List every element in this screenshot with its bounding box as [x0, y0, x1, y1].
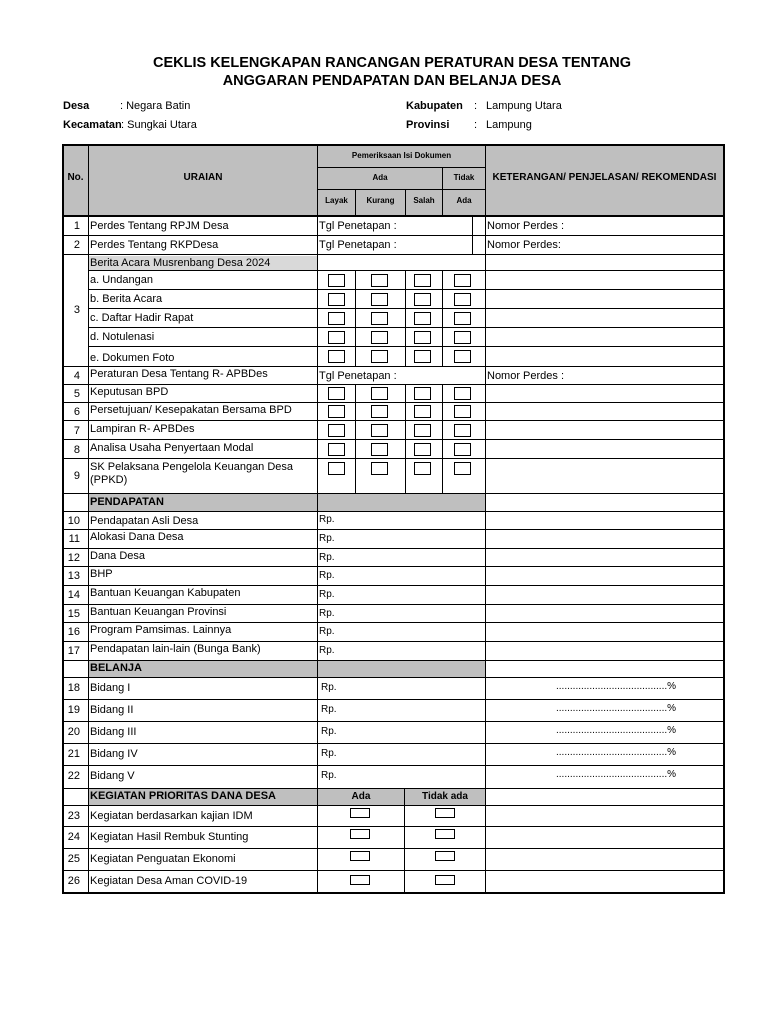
desa-label: Desa	[63, 100, 90, 112]
checkbox-tidak-ada[interactable]	[435, 829, 455, 839]
checkbox-tidak-ada[interactable]	[454, 293, 471, 306]
row-label: Dana Desa	[90, 550, 146, 562]
row-line	[62, 641, 724, 642]
header-pemeriksaan: Pemeriksaan Isi Dokumen	[351, 151, 452, 160]
row-line	[62, 548, 724, 549]
row-line	[62, 439, 724, 440]
checkbox-tidak-ada[interactable]	[454, 331, 471, 344]
row-line	[88, 308, 724, 309]
row-number: 25	[67, 853, 80, 865]
header-salah: Salah	[413, 196, 435, 205]
checkbox-salah[interactable]	[414, 350, 431, 363]
row-line	[62, 420, 724, 421]
header-tidak: Tidak	[453, 173, 475, 182]
page-title-line-2: ANGGARAN PENDAPATAN DAN BELANJA DESA	[222, 73, 562, 89]
header-ada: Ada	[372, 173, 388, 182]
checkbox-ada[interactable]	[350, 851, 370, 861]
checkbox-tidak-ada[interactable]	[454, 350, 471, 363]
header-kurang: Kurang	[366, 196, 395, 205]
kabupaten-colon: :	[474, 100, 478, 112]
border-right	[723, 144, 725, 894]
checkbox-tidak-ada[interactable]	[435, 808, 455, 818]
col-divider-no	[88, 216, 89, 893]
row-number: 8	[73, 444, 80, 456]
row-label: Pendapatan lain-lain (Bunga Bank)	[90, 643, 261, 655]
row-line	[62, 743, 724, 744]
row-number: 18	[67, 682, 80, 694]
header-bottom-border	[62, 215, 725, 217]
checkbox-tidak-ada[interactable]	[454, 443, 471, 456]
kabupaten-label: Kabupaten	[406, 100, 463, 112]
checkbox-kurang[interactable]	[371, 312, 388, 325]
rupiah-field[interactable]: Rp.	[321, 704, 337, 715]
col-layak-r3	[355, 270, 356, 366]
percentage-field[interactable]: ........................................%	[556, 747, 677, 758]
row-label: Bidang V	[90, 770, 135, 782]
sub-item-label: c. Daftar Hadir Rapat	[90, 312, 194, 324]
checkbox-layak[interactable]	[328, 424, 345, 437]
provinsi-colon: :	[474, 119, 478, 131]
percentage-field[interactable]: ........................................%	[556, 769, 677, 780]
kecamatan-label: Kecamatan	[63, 119, 122, 131]
checkbox-tidak-ada[interactable]	[454, 387, 471, 400]
rupiah-field[interactable]: Rp.	[319, 552, 335, 563]
border-top	[62, 144, 725, 146]
rupiah-field[interactable]: Rp.	[319, 570, 335, 581]
prioritas-heading: KEGIATAN PRIORITAS DANA DESA	[90, 790, 276, 802]
nomor-perdes-field[interactable]: Nomor Perdes :	[487, 370, 565, 382]
checkbox-kurang[interactable]	[371, 350, 388, 363]
checkbox-layak[interactable]	[328, 387, 345, 400]
checkbox-layak[interactable]	[328, 331, 345, 344]
row-line	[62, 566, 724, 567]
row-label: Kegiatan Penguatan Ekonomi	[90, 853, 236, 865]
row-line	[88, 327, 724, 328]
percentage-field[interactable]: ........................................%	[556, 703, 677, 714]
row-number: 12	[67, 552, 80, 564]
rupiah-field[interactable]: Rp.	[321, 770, 337, 781]
row-label-continued: (PPKD)	[90, 474, 128, 486]
nomor-perdes-field[interactable]: Nomor Perdes :	[487, 220, 565, 232]
row-number: 9	[73, 470, 80, 482]
sub-item-label: e. Dokumen Foto	[90, 352, 175, 364]
tgl-penetapan-field[interactable]: Tgl Penetapan :	[319, 220, 397, 232]
row-label: Kegiatan Desa Aman COVID-19	[90, 875, 248, 887]
checkbox-ada[interactable]	[350, 808, 370, 818]
row-line	[62, 826, 724, 827]
row-number: 7	[73, 425, 80, 437]
rupiah-field[interactable]: Rp.	[319, 589, 335, 600]
checkbox-layak[interactable]	[328, 405, 345, 418]
row-label: Kegiatan berdasarkan kajian IDM	[90, 810, 253, 822]
rupiah-field[interactable]: Rp.	[319, 514, 335, 525]
checkbox-kurang[interactable]	[371, 424, 388, 437]
row-label: Berita Acara Musrenbang Desa 2024	[90, 257, 271, 269]
rupiah-field[interactable]: Rp.	[319, 533, 335, 544]
kecamatan-value: : Sungkai Utara	[121, 119, 197, 131]
row-line	[88, 346, 724, 347]
row-label: Bidang IV	[90, 748, 138, 760]
row-line	[62, 805, 724, 806]
checkbox-layak[interactable]	[328, 274, 345, 287]
row-line	[62, 765, 724, 766]
checkbox-kurang[interactable]	[371, 462, 388, 475]
percentage-field[interactable]: ........................................%	[556, 725, 677, 736]
header-tidak-ada: Ada	[456, 196, 472, 205]
rupiah-field[interactable]: Rp.	[319, 608, 335, 619]
header-keterangan: KETERANGAN/ PENJELASAN/ REKOMENDASI	[492, 172, 717, 183]
prioritas-ada-header: Ada	[351, 791, 371, 802]
checkbox-tidak-ada[interactable]	[454, 462, 471, 475]
checkbox-kurang[interactable]	[371, 443, 388, 456]
row-line	[88, 270, 724, 271]
row-number: 5	[73, 388, 80, 400]
checkbox-kurang[interactable]	[371, 405, 388, 418]
checkbox-ada[interactable]	[350, 829, 370, 839]
row-line	[62, 622, 724, 623]
checkbox-salah[interactable]	[414, 443, 431, 456]
row-label: Lampiran R- APBDes	[90, 423, 195, 435]
row-line	[62, 660, 724, 661]
row-number: 13	[67, 570, 80, 582]
row-number: 15	[67, 608, 80, 620]
pendapatan-heading: PENDAPATAN	[90, 496, 164, 508]
row-number: 20	[67, 726, 80, 738]
rupiah-field[interactable]: Rp.	[321, 726, 337, 737]
row-number: 16	[67, 626, 80, 638]
row-line	[62, 721, 724, 722]
sub-item-label: d. Notulenasi	[90, 331, 155, 343]
checkbox-salah[interactable]	[414, 424, 431, 437]
checkbox-salah[interactable]	[414, 405, 431, 418]
belanja-heading-background	[89, 660, 486, 677]
header-line-pemeriksaan	[317, 167, 485, 168]
row-number: 19	[67, 704, 80, 716]
checkbox-salah[interactable]	[414, 274, 431, 287]
row-label: Kegiatan Hasil Rembuk Stunting	[90, 831, 249, 843]
checkbox-tidak-ada[interactable]	[435, 875, 455, 885]
row-line	[62, 788, 724, 789]
row-number: 24	[67, 831, 80, 843]
checkbox-tidak-ada[interactable]	[454, 424, 471, 437]
checkbox-salah[interactable]	[414, 462, 431, 475]
provinsi-value: Lampung	[486, 119, 532, 131]
col-kurang-r3	[405, 270, 406, 366]
row-label: BHP	[90, 568, 113, 580]
rupiah-field[interactable]: Rp.	[321, 748, 337, 759]
header-layak: Layak	[325, 196, 348, 205]
row-line	[62, 493, 724, 494]
row-line	[62, 384, 724, 385]
checkbox-layak[interactable]	[328, 350, 345, 363]
belanja-heading: BELANJA	[90, 662, 142, 674]
rupiah-field[interactable]: Rp.	[321, 682, 337, 693]
row-line	[62, 870, 724, 871]
row-line	[62, 254, 724, 255]
checkbox-kurang[interactable]	[371, 331, 388, 344]
row-number: 17	[67, 645, 80, 657]
row-number: 1	[73, 220, 80, 232]
col-prioritas	[404, 788, 405, 893]
row-number: 14	[67, 589, 80, 601]
checkbox-salah[interactable]	[414, 331, 431, 344]
checkbox-layak[interactable]	[328, 293, 345, 306]
desa-value: : Negara Batin	[120, 100, 191, 112]
kabupaten-value: Lampung Utara	[486, 100, 562, 112]
col-divider-keterangan	[485, 216, 486, 893]
checkbox-layak[interactable]	[328, 462, 345, 475]
row-number: 23	[67, 810, 80, 822]
row-label: SK Pelaksana Pengelola Keuangan Desa	[90, 461, 294, 473]
checkbox-layak[interactable]	[328, 443, 345, 456]
row-label: Bidang II	[90, 704, 134, 716]
row-line	[62, 585, 724, 586]
row-label: Alokasi Dana Desa	[90, 531, 184, 543]
provinsi-label: Provinsi	[406, 119, 450, 131]
row-line	[88, 289, 724, 290]
row-number: 10	[67, 515, 80, 527]
rupiah-field[interactable]: Rp.	[319, 626, 335, 637]
row-label: Bantuan Keuangan Provinsi	[90, 606, 227, 618]
checkbox-tidak-ada[interactable]	[454, 274, 471, 287]
row-number: 22	[67, 770, 80, 782]
checkbox-kurang[interactable]	[371, 293, 388, 306]
row-label: Keputusan BPD	[90, 386, 169, 398]
row-line	[62, 235, 724, 236]
tgl-penetapan-field[interactable]: Tgl Penetapan :	[319, 370, 397, 382]
rupiah-field[interactable]: Rp.	[319, 645, 335, 656]
header-uraian: URAIAN	[183, 172, 223, 183]
col-tidak-r3	[442, 270, 443, 366]
row-line	[62, 848, 724, 849]
row-number: 2	[73, 239, 80, 251]
row-line	[62, 604, 724, 605]
checkbox-tidak-ada[interactable]	[454, 312, 471, 325]
prioritas-tidak-ada-header: Tidak ada	[422, 791, 468, 802]
tgl-penetapan-field[interactable]: Tgl Penetapan :	[319, 239, 397, 251]
header-no: No.	[67, 172, 84, 183]
page-title-line-1: CEKLIS KELENGKAPAN RANCANGAN PERATURAN DESA TENTANG	[153, 55, 631, 71]
checkbox-salah[interactable]	[414, 312, 431, 325]
row-number: 4	[73, 370, 80, 382]
row-label: Bidang III	[90, 726, 137, 738]
row-label: Perdes Tentang RKPDesa	[90, 239, 219, 251]
row-number: 21	[67, 748, 80, 760]
checkbox-layak[interactable]	[328, 312, 345, 325]
row-line	[62, 366, 724, 367]
row-number: 26	[67, 875, 80, 887]
row-label: Program Pamsimas. Lainnya	[90, 624, 232, 636]
row-line	[62, 458, 724, 459]
header-line-ada	[317, 189, 485, 190]
row-label: Persetujuan/ Kesepakatan Bersama BPD	[90, 404, 292, 416]
checkbox-kurang[interactable]	[371, 274, 388, 287]
row-label: Peraturan Desa Tentang R- APBDes	[90, 368, 268, 380]
nomor-perdes-field[interactable]: Nomor Perdes:	[487, 239, 561, 251]
row-label: Analisa Usaha Penyertaan Modal	[90, 442, 254, 454]
row-line	[62, 529, 724, 530]
border-bottom	[62, 892, 725, 894]
checkbox-ada[interactable]	[350, 875, 370, 885]
row-number: 6	[73, 406, 80, 418]
row-label: Pendapatan Asli Desa	[90, 515, 199, 527]
row-label: Bantuan Keuangan Kabupaten	[90, 587, 241, 599]
row-line	[62, 677, 724, 678]
row-line	[62, 699, 724, 700]
row-number: 11	[68, 533, 80, 545]
row-label: Perdes Tentang RPJM Desa	[90, 220, 229, 232]
sub-item-label: a. Undangan	[90, 274, 153, 286]
row-number: 3	[73, 304, 80, 316]
checkbox-salah[interactable]	[414, 293, 431, 306]
percentage-field[interactable]: ........................................%	[556, 681, 677, 692]
checkbox-salah[interactable]	[414, 387, 431, 400]
sub-item-label: b. Berita Acara	[90, 293, 163, 305]
row-line	[62, 511, 724, 512]
row-line	[62, 402, 724, 403]
checkbox-kurang[interactable]	[371, 387, 388, 400]
checkbox-tidak-ada[interactable]	[454, 405, 471, 418]
checkbox-tidak-ada[interactable]	[435, 851, 455, 861]
row-label: Bidang I	[90, 682, 131, 694]
